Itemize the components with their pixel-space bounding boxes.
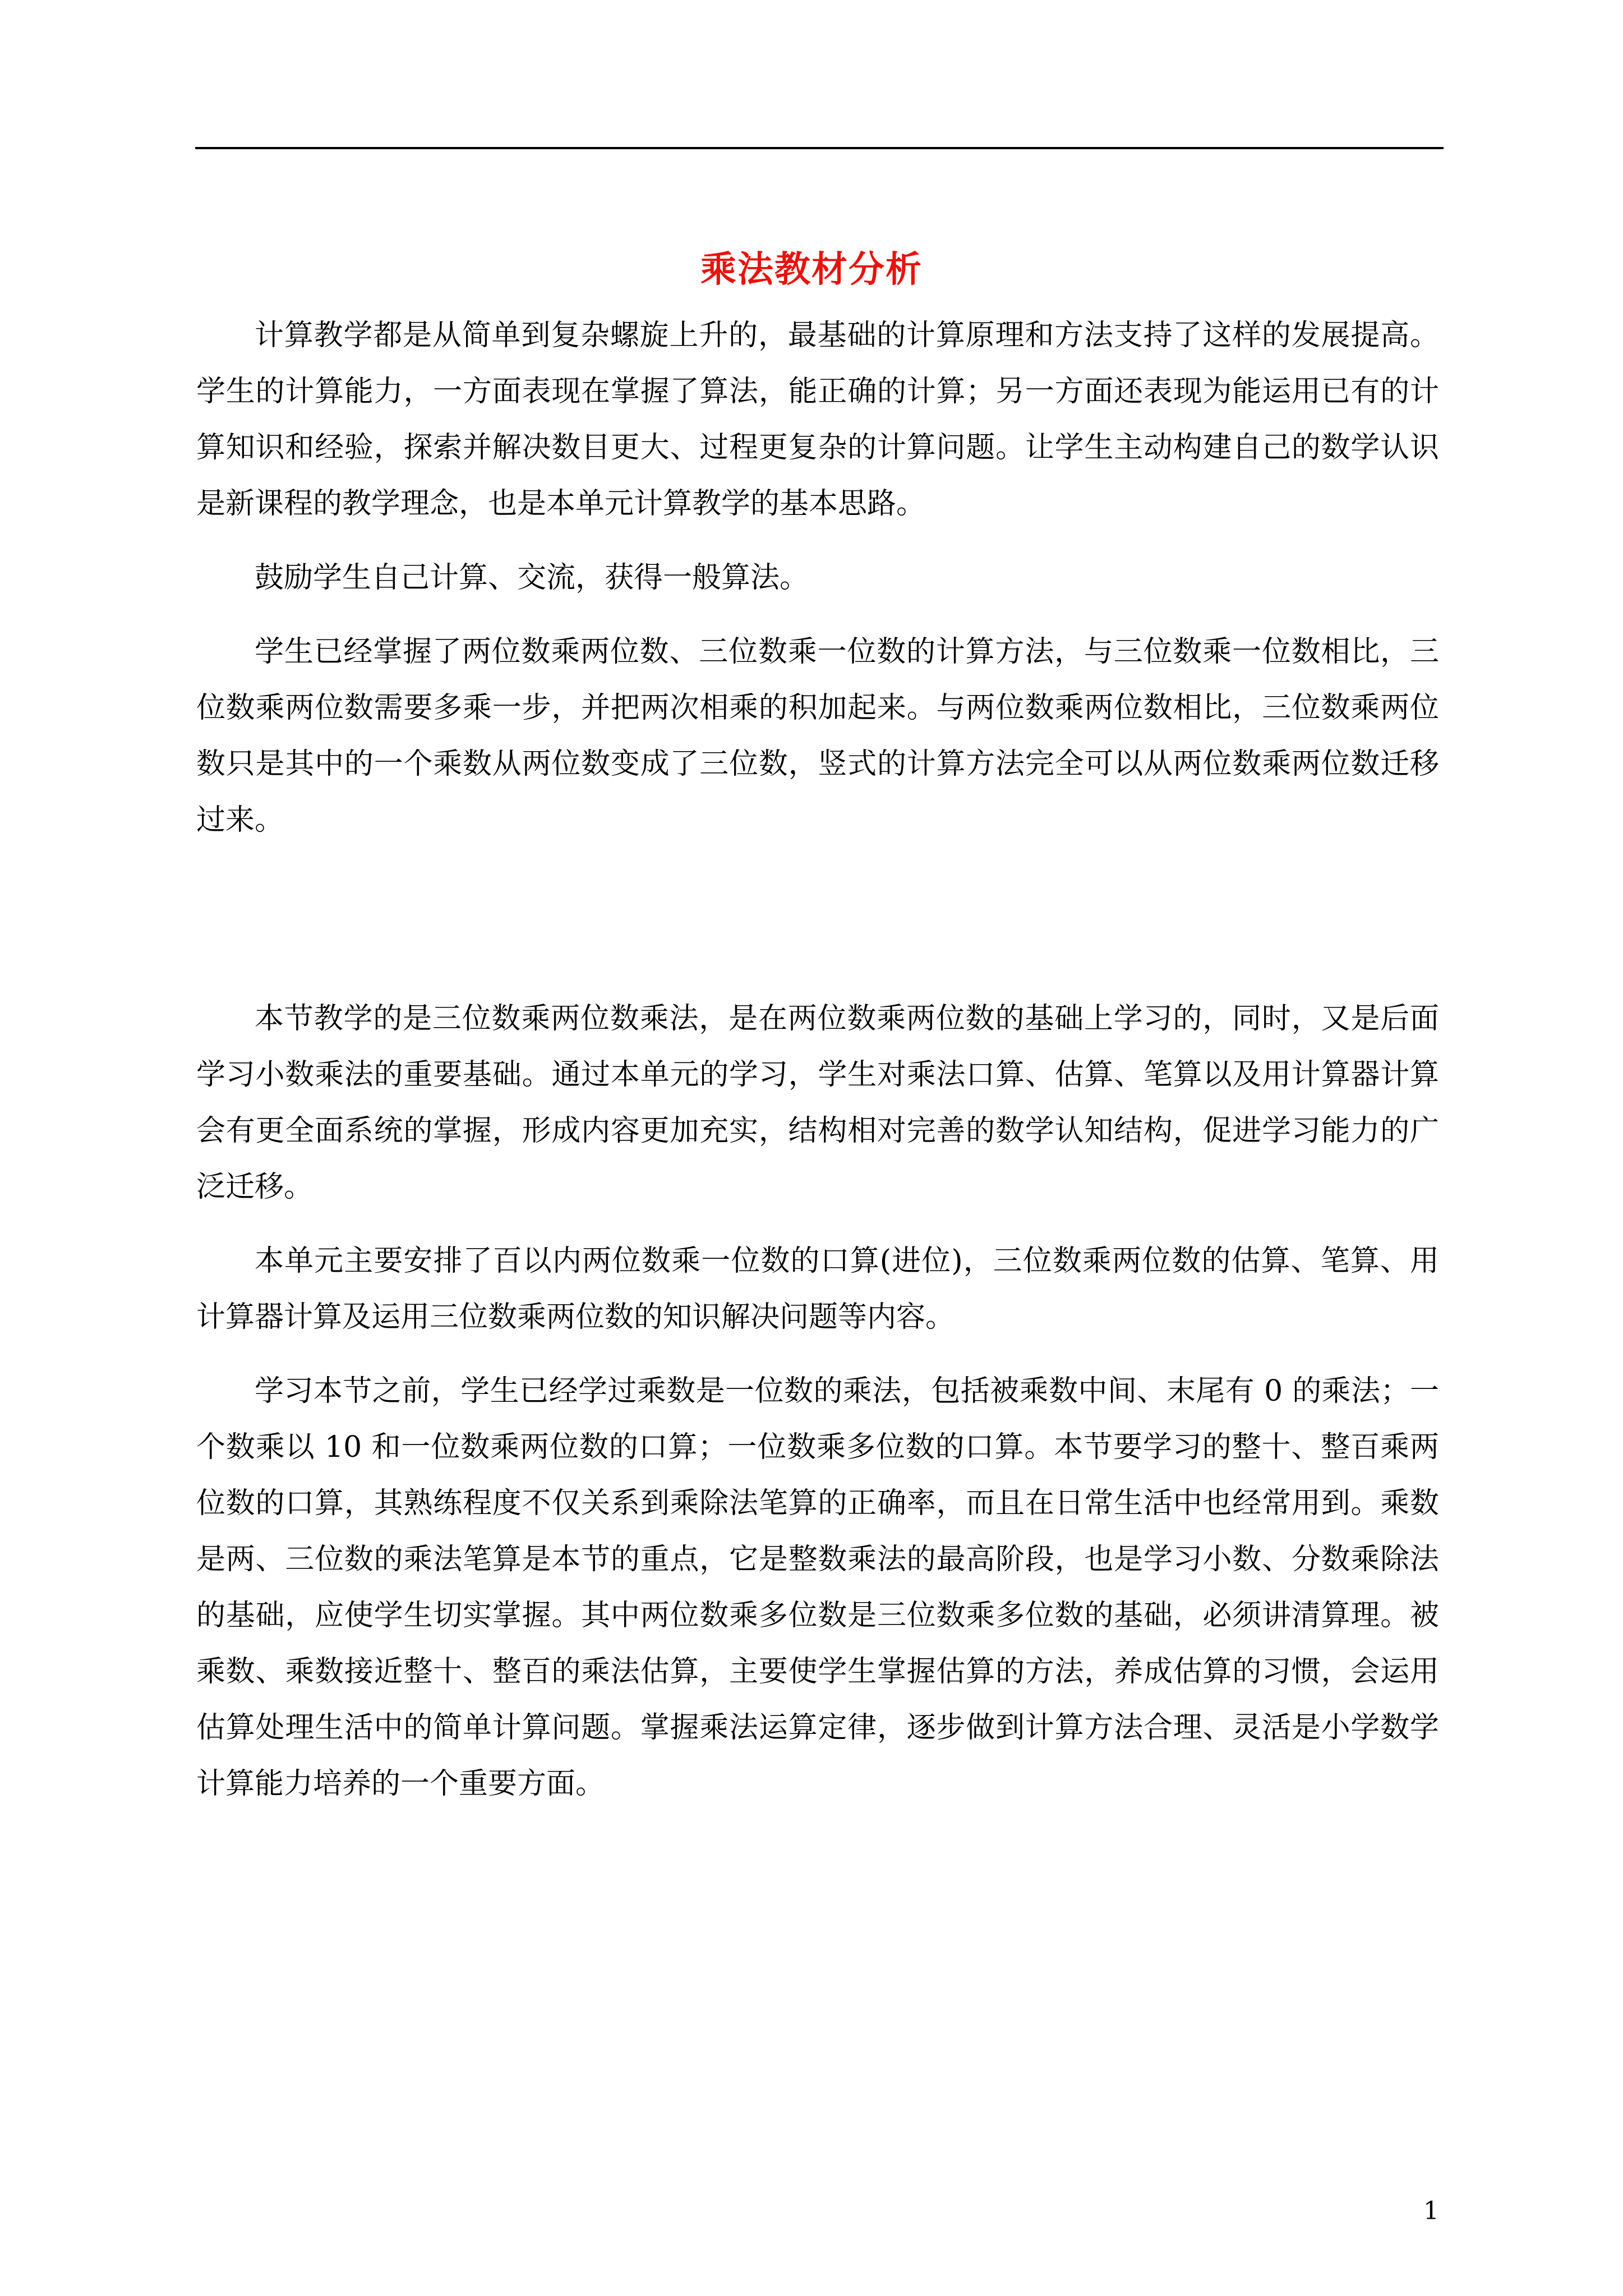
- page-number: 1: [1423, 2197, 1439, 2225]
- paragraph-prior-knowledge: 学生已经掌握了两位数乘两位数、三位数乘一位数的计算方法，与三位数乘一位数相比，三位数乘两位数需要多乘一步，并把两次相乘的积加起来。与两位数乘两位数相比，三位数乘两位数只是其中的一个乘数从两位数变成了三位数，竖式的计算方法完全可以从两位数乘两位数迁移过来。: [196, 635, 1439, 837]
- paragraph-intro: 计算教学都是从简单到复杂螺旋上升的，最基础的计算原理和方法支持了这样的发展提高。学生的计算能力，一方面表现在掌握了算法，能正确的计算；另一方面还表现为能运用已有的计算知识和经验，探索并解决数目更大、过程更复杂的计算问题。让学生主动构建自己的数学认识是新课程的教学理念，也是本单元计算教学的基本思路。: [196, 319, 1439, 521]
- paragraph-unit-content: 本单元主要安排了百以内两位数乘一位数的口算(进位)，三位数乘两位数的估算、笔算、用计算器计算及运用三位数乘两位数的知识解决问题等内容。: [196, 1244, 1439, 1334]
- document-title: 乘法教材分析: [700, 248, 923, 291]
- document-body: [196, 307, 1439, 1812]
- paragraph-encourage: 鼓励学生自己计算、交流，获得一般算法。: [255, 561, 809, 595]
- paragraph-section-focus: 本节教学的是三位数乘两位数乘法，是在两位数乘两位数的基础上学习的，同时，又是后面学习小数乘法的重要基础。通过本单元的学习，学生对乘法口算、估算、笔算以及用计算器计算会有更全面系统的掌握，形成内容更加充实，结构相对完善的数学认知结构，促进学习能力的广泛迁移。: [196, 1002, 1439, 1204]
- paragraph-learning-basis: 学习本节之前，学生已经学过乘数是一位数的乘法，包括被乘数中间、末尾有 0 的乘法；一个数乘以 10 和一位数乘两位数的口算；一位数乘多位数的口算。本节要学习的整十、整百乘两位数的口算，其熟练程度不仅关系到乘除法笔算的正确率，而且在日常生活中也经常用到。乘数是两、三位数的乘法笔算是本节的重点，它是整数乘法的最高阶段，也是学习小数、分数乘除法的基础，应使学生切实掌握。其中两位数乘多位数是三位数乘多位数的基础，必须讲清算理。被乘数、乘数接近整十、整百的乘法估算，主要使学生掌握估算的方法，养成估算的习惯，会运用估算处理生活中的简单计算问题。掌握乘法运算定律，逐步做到计算方法合理、灵活是小学数学计算能力培养的一个重要方面。: [196, 1374, 1439, 1801]
- header-rule: [195, 147, 1444, 149]
